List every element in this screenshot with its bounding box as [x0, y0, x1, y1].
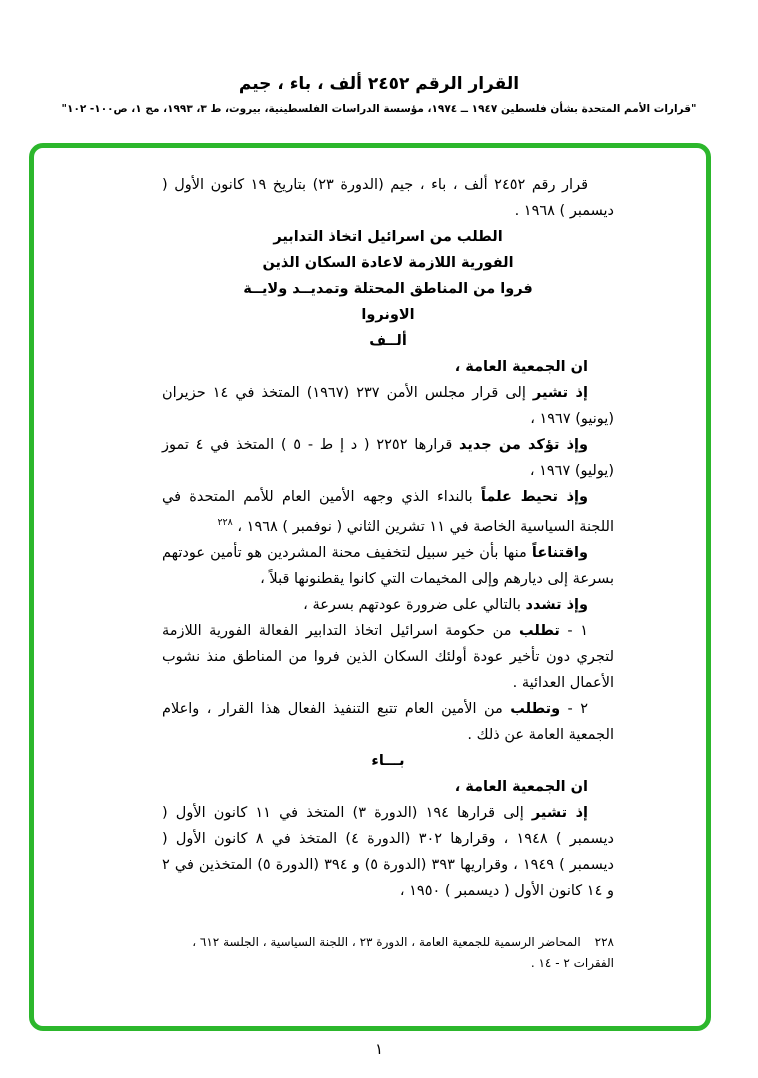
resolution-title-line: فروا من المناطق المحتلة وتمديــد ولايــة — [243, 281, 533, 297]
clause-lead: وإذ تشدد — [525, 596, 588, 613]
resolution-body — [34, 148, 706, 974]
resolution-title-block — [162, 224, 614, 328]
document-header — [0, 74, 758, 115]
footnote-marker: ٢٢٨ — [594, 934, 614, 949]
clause-lead: واقتناعاً — [531, 544, 589, 561]
source-citation: "قرارات الأمم المتحدة بشأن فلسطين ١٩٤٧ ــ ١٩٧٤، مؤسسة الدراسات الفلسطينية، بيروت، ط ٣، ١٩٩٣، مج ١، ص١٠٠- ١٠٢" — [61, 103, 697, 115]
clause-text: من حكومة اسرائيل اتخاذ التدابير الفعالة الفورية اللازمة لتجري دون تأخير عودة أولئك السكان الذين فروا من المناطق منذ نشوب الأعمال العدائية . — [162, 622, 614, 691]
clause-lead: إذ تشير — [532, 385, 588, 401]
clause-paragraph — [162, 380, 614, 432]
resolution-title-line: الفورية اللازمة لاعادة السكان الذين — [262, 255, 514, 271]
clause-text: بالتالي على ضرورة عودتهم بسرعة ، — [303, 596, 521, 613]
clause-lead: وتطلب — [510, 700, 561, 717]
clause-text: من الأمين العام تتبع التنفيذ الفعال هذا القرار ، واعلام الجمعية العامة عن ذلك . — [162, 700, 614, 743]
footnote — [162, 932, 614, 974]
clause-paragraph — [162, 618, 614, 696]
page-title: القرار الرقم ٢٤٥٢ ألف ، باء ، جيم — [238, 74, 520, 94]
section-b-label: بـــاء — [371, 752, 405, 769]
clause-lead: وإذ تؤكد من جديد — [459, 437, 588, 453]
clause-lead: وإذ تحيط علماً — [480, 489, 588, 505]
clause-paragraph — [162, 592, 614, 618]
footnote-text: المحاضر الرسمية للجمعية العامة ، الدورة ٢٣ ، اللجنة السياسية ، الجلسة ٦١٢ ، الفقرات ٢ - ١٤ . — [192, 934, 614, 970]
page-number: ١ — [374, 1040, 384, 1058]
footnote-ref: ٢٢٨ — [217, 517, 233, 528]
resolution-title-line: الطلب من اسرائيل اتخاذ التدابير — [273, 229, 503, 245]
clause-text: منها بأن خير سبيل لتخفيف محنة المشردين هو تأمين عودتهم بسرعة إلى ديارهم وإلى المخيمات التي كانوا يقطنونها قبلاً ، — [162, 544, 614, 587]
resolution-title-line: الاونروا — [361, 307, 415, 323]
section-a-opening: ان الجمعية العامة ، — [454, 359, 588, 375]
clause-text: بالنداء الذي وجهه الأمين العام للأمم المتحدة في اللجنة السياسية الخاصة في ١١ تشرين الثاني ( نوفمبر ) ١٩٦٨ ، — [162, 489, 614, 535]
clause-lead: إذ تشير — [531, 804, 588, 821]
clause-text: إلى قرارها ١٩٤ (الدورة ٣) المتخذ في ١١ كانون الأول ( ديسمبر ) ١٩٤٨ ، وقرارها ٣٠٢ (الدورة ٤) المتخذ في ٨ كانون الأول ( ديسمبر ) ١٩٤٩ ، وقراريها ٣٩٣ (الدورة ٥) و ٣٩٤ (الدورة ٥) المتخذين في ٢ و ١٤ كانون الأول ( ديسمبر ) ١٩٥٠ ، — [162, 804, 614, 899]
green-frame — [29, 143, 711, 1031]
resolution-intro: قرار رقم ٢٤٥٢ ألف ، باء ، جيم (الدورة ٢٣) بتاريخ ١٩ كانون الأول ( ديسمبر ) ١٩٦٨ . — [162, 177, 614, 219]
clause-paragraph — [162, 540, 614, 592]
clause-lead: تطلب — [519, 622, 560, 639]
clause-paragraph — [162, 800, 614, 904]
section-a-label: ألــف — [369, 333, 407, 349]
section-b-opening: ان الجمعية العامة ، — [454, 778, 588, 795]
clause-paragraph — [162, 696, 614, 748]
clause-text: قرارها ٢٢٥٢ ( د إ ط - ٥ ) المتخذ في ٤ تموز (يوليو) ١٩٦٧ ، — [162, 437, 614, 479]
clause-paragraph — [162, 484, 614, 540]
clause-text: إلى قرار مجلس الأمن ٢٣٧ (١٩٦٧) المتخذ في ١٤ حزيران (يونيو) ١٩٦٧ ، — [162, 385, 614, 427]
clause-number: ١ - — [559, 622, 588, 639]
clause-paragraph — [162, 432, 614, 484]
clause-number: ٢ - — [560, 700, 589, 717]
